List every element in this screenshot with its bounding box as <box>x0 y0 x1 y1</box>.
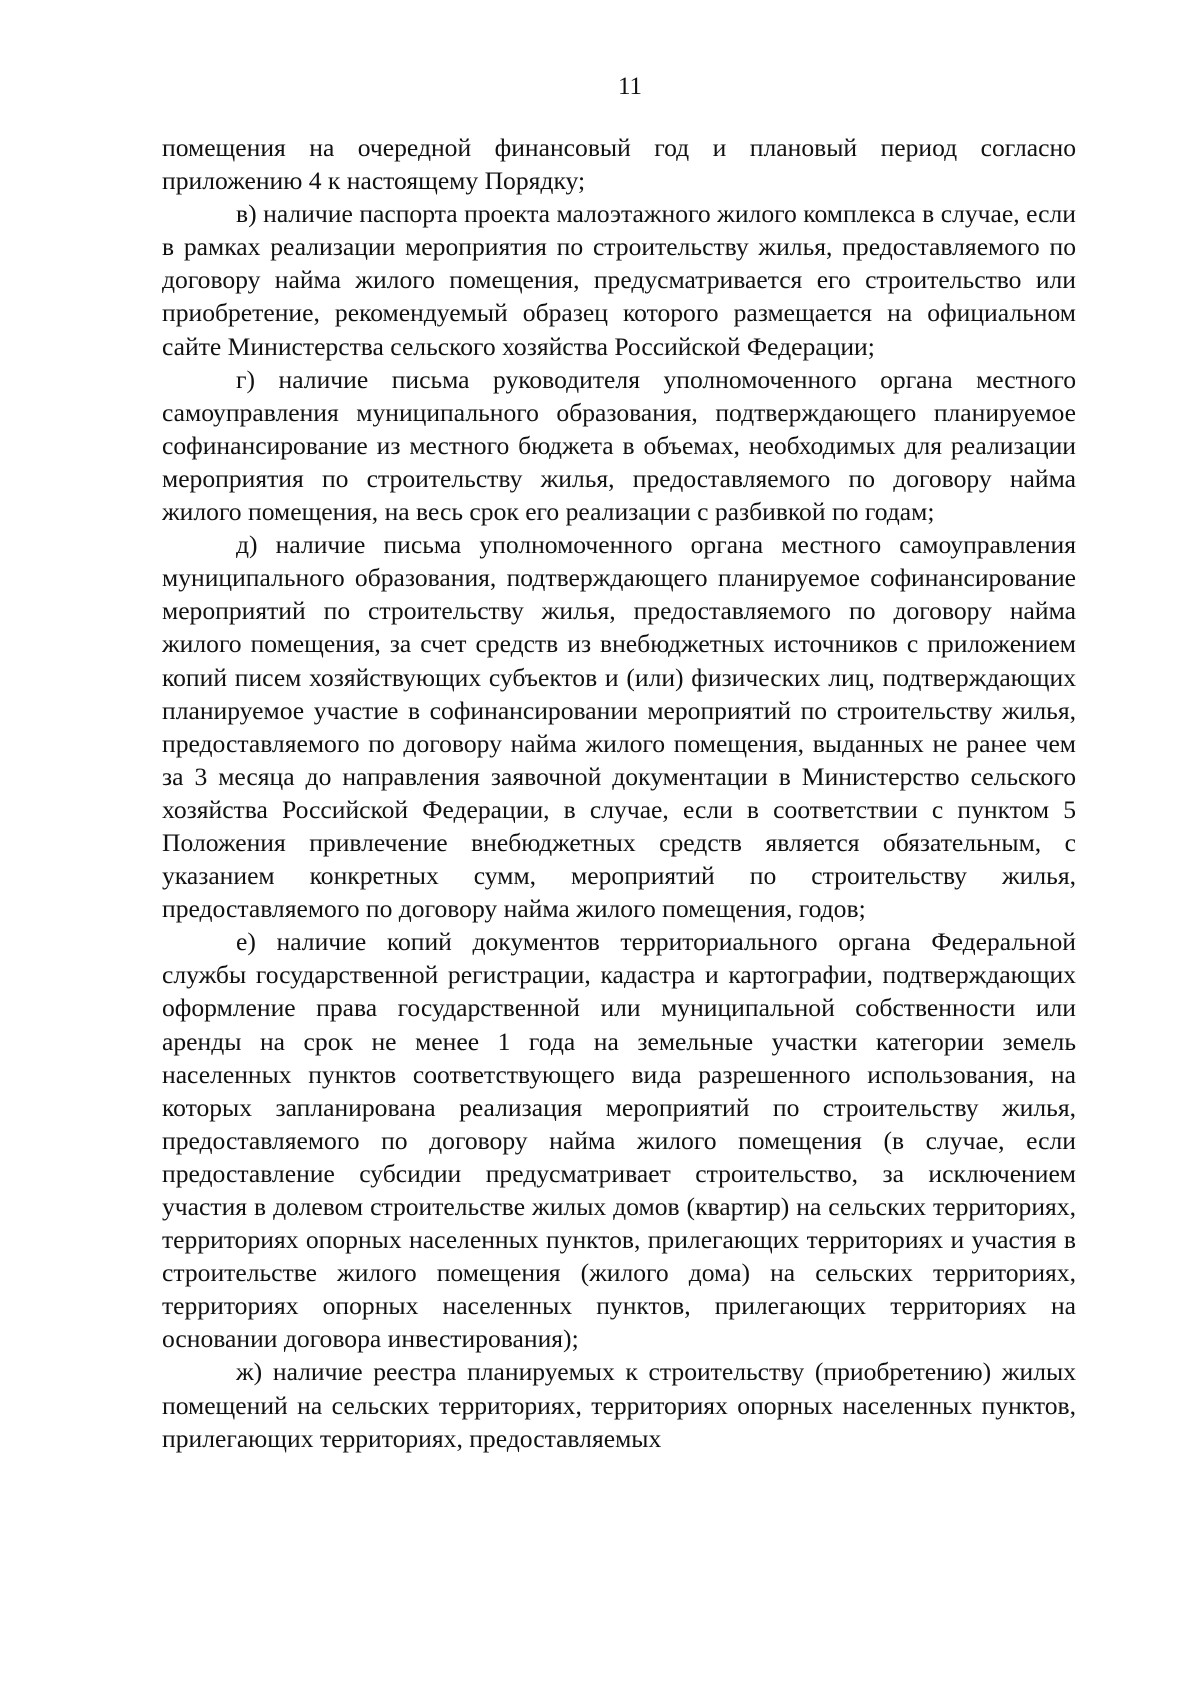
paragraph-item-e: е) наличие копий документов территориального органа Федеральной службы государственной регистрации, кадастра и картографии, подтверждающих оформление права государственной или муниципальной собственности или аренды на срок не менее 1 года на земельные участки категории земель населенных пунктов соответствующего вида разрешенного использования, на которых запланирована реализация мероприятий по строительству жилья, предоставляемого по договору найма жилого помещения (в случае, если предоставление субсидии предусматривает строительство, за исключением участия в долевом строительстве жилых домов (квартир) на сельских территориях, территориях опорных населенных пунктов, прилегающих территориях и участия в строительстве жилого помещения (жилого дома) на сельских территориях, территориях опорных населенных пунктов, прилегающих территориях на основании договора инвестирования); <box>162 927 1076 1354</box>
page-number: 11 <box>617 73 643 100</box>
paragraph-item-d: д) наличие письма уполномоченного органа местного самоуправления муниципального образования, подтверждающего планируемое софинансирование мероприятий по строительству жилья, предоставляемого по договору найма жилого помещения, за счет средств из внебюджетных источников с приложением копий писем хозяйствующих субъектов и (или) физических лиц, подтверждающих планируемое участие в софинансировании мероприятий по строительству жилья, предоставляемого по договору найма жилого помещения, выданных не ранее чем за 3 месяца до направления заявочной документации в Министерство сельского хозяйства Российской Федерации, в случае, если в соответствии с пунктом 5 Положения привлечение внебюджетных средств является обязательным, с указанием конкретных сумм, мероприятий по строительству жилья, предоставляемого по договору найма жилого помещения, годов; <box>162 530 1076 924</box>
paragraph-continuation: помещения на очередной финансовый год и плановый период согласно приложению 4 к настоящему Порядку; <box>162 133 1076 196</box>
document-body <box>162 131 1076 1455</box>
paragraph-item-g: г) наличие письма руководителя уполномоченного органа местного самоуправления муниципального образования, подтверждающего планируемое софинансирование из местного бюджета в объемах, необходимых для реализации мероприятия по строительству жилья, предоставляемого по договору найма жилого помещения, на весь срок его реализации с разбивкой по годам; <box>162 364 1076 527</box>
paragraph-item-zh: ж) наличие реестра планируемых к строительству (приобретению) жилых помещений на сельских территориях, территориях опорных населенных пунктов, прилегающих территориях, предоставляемых <box>162 1357 1076 1453</box>
paragraph-item-v: в) наличие паспорта проекта малоэтажного жилого комплекса в случае, если в рамках реализации мероприятия по строительству жилья, предоставляемого по договору найма жилого помещения, предусматривается его строительство или приобретение, рекомендуемый образец которого размещается на официальном сайте Министерства сельского хозяйства Российской Федерации; <box>162 199 1076 361</box>
